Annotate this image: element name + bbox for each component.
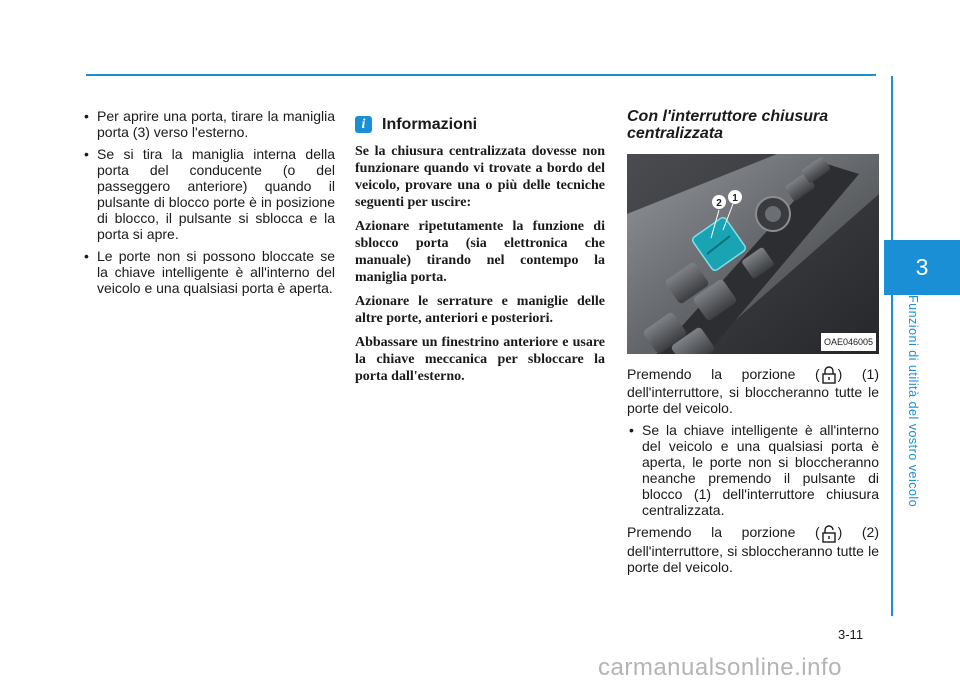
lock-closed-icon	[820, 366, 838, 384]
top-rule	[86, 74, 876, 76]
info-paragraph: Azionare le serrature e maniglie delle altre porte, anteriori e posteriori.	[355, 294, 605, 326]
callout-1: 1	[732, 193, 738, 204]
page-number: 3-11	[838, 627, 864, 642]
info-icon: i	[355, 116, 372, 133]
info-header	[355, 116, 605, 133]
watermark: carmanualsonline.info	[598, 654, 842, 681]
side-rule	[891, 76, 893, 616]
chapter-title: Funzioni di utilità del vostro veicolo	[906, 295, 920, 508]
bullet-list	[82, 108, 335, 296]
column-3	[627, 108, 879, 581]
info-paragraph: Azionare ripetutamente la funzione di sblocco porta (sia elettronica che manuale) tirando nel contempo la maniglia porta.	[355, 219, 605, 285]
chapter-number: 3	[884, 240, 960, 295]
section-title: Con l'interruttore chiusura centralizzata	[627, 108, 829, 142]
image-code: OAE046005	[821, 333, 876, 351]
info-title: Informazioni	[382, 115, 478, 133]
callout-2: 2	[716, 198, 722, 209]
lock-open-icon	[820, 525, 838, 543]
list-item: • Se si tira la maniglia interna della porta del conducente (o del passeggero anteriore) quando il pulsante di blocco porte è in posizione di blocco, il pulsante si sblocca e la porta si apre.	[82, 146, 335, 242]
list-item: • Le porte non si possono bloccate se la chiave intelligente è all'interno del veicolo e una qualsiasi porta è aperta.	[82, 248, 335, 296]
info-paragraph: Abbassare un finestrino anteriore e usare la chiave meccanica per sbloccare la porta dall'esterno.	[355, 335, 605, 384]
door-switch-illustration	[627, 154, 879, 354]
info-paragraph: Se la chiusura centralizzata dovesse non funzionare quando vi trovate a bordo del veicolo, provare una o più delle tecniche seguenti per uscire:	[355, 144, 605, 210]
door-switch-photo	[627, 154, 879, 354]
lock-text-before: Premendo la porzione (	[627, 366, 820, 382]
column-2	[355, 108, 605, 392]
lock-text-after: ) (1) dell'interruttore, si bloccheranno tutte le porte del veicolo.	[627, 366, 879, 417]
unlock-text-after: ) (2) dell'interruttore, si sbloccheranno tutte le porte del veicolo.	[627, 524, 879, 575]
column-1	[82, 108, 335, 302]
unlock-paragraph	[627, 524, 879, 574]
lock-paragraph	[627, 366, 879, 416]
list-item: • Se la chiave intelligente è all'interno del veicolo e una qualsiasi porta è aperta, le porte non si bloccheranno neanche premendo il pulsante di blocco (1) dell'interruttore chiusura centralizzata.	[627, 422, 879, 518]
list-item: • Per aprire una porta, tirare la maniglia porta (3) verso l'esterno.	[82, 108, 335, 140]
bullet-list	[627, 422, 879, 518]
unlock-text-before: Premendo la porzione (	[627, 524, 820, 541]
